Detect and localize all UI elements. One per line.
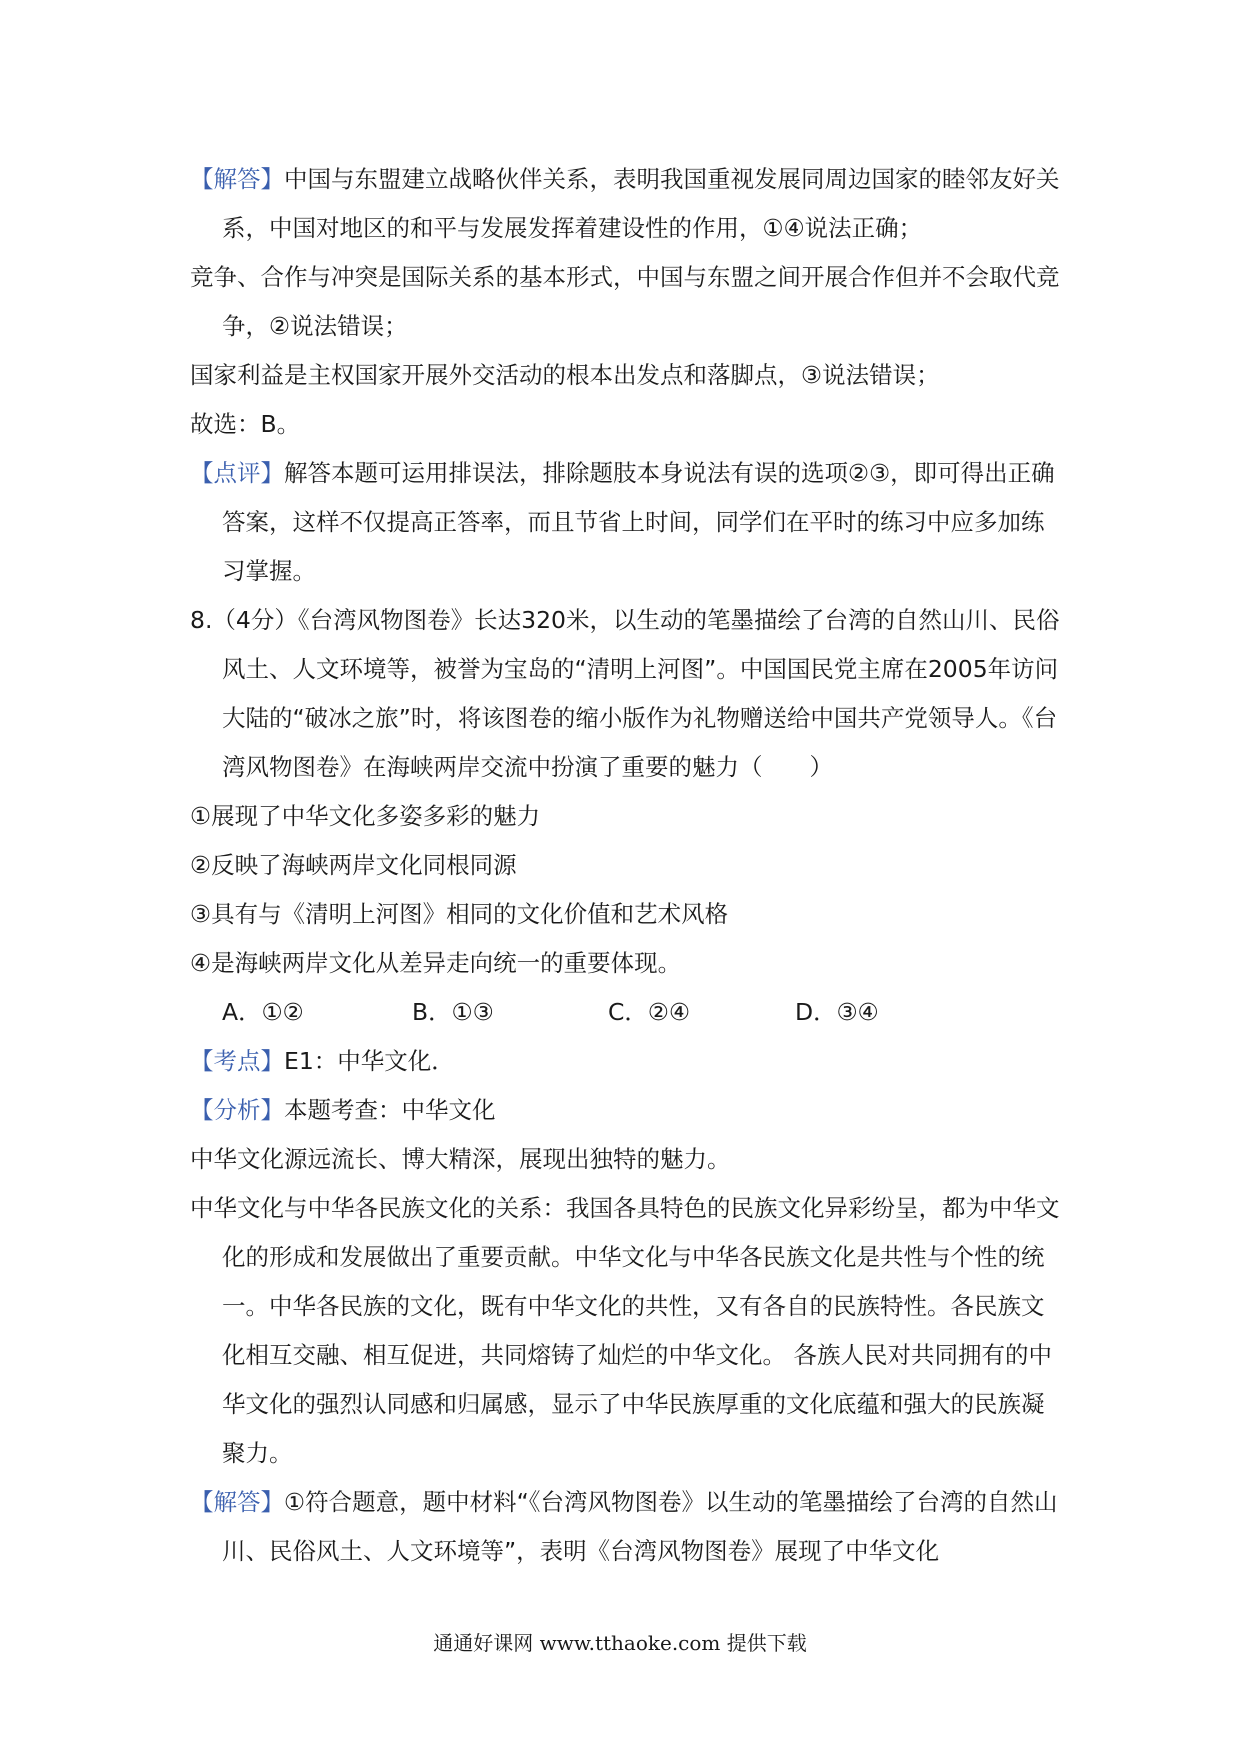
answer-conclusion (190, 400, 1065, 449)
answer-choices (190, 988, 1065, 1037)
conclusion-text: 故选：B。 (190, 410, 301, 438)
question-8-stem (190, 596, 1065, 792)
answer-paragraph-2 (190, 253, 1065, 351)
statement-2-text: ②反映了海峡两岸文化同根同源 (190, 851, 517, 879)
choice-c: C．②④ (608, 998, 691, 1026)
answer-text-2: 竞争、合作与冲突是国际关系的基本形式，中国与东盟之间开展合作但并不会取代竞争，②说法错误； (190, 263, 1060, 340)
kaodian-line (190, 1037, 1065, 1086)
answer-paragraph-3 (190, 351, 1065, 400)
answer-paragraph-q8 (190, 1478, 1065, 1576)
review-paragraph (190, 449, 1065, 596)
analysis-paragraph-2-text: 中华文化与中华各民族文化的关系：我国各具特色的民族文化异彩纷呈，都为中华文化的形成和发展做出了重要贡献。中华文化与中华各民族文化是共性与个性的统一。中华各民族的文化，既有中华文化的共性，又有各自的民族特性。各民族文化相互交融、相互促进，共同熔铸了灿烂的中华文化。 各族人民对共同拥有的中华文化的强烈认同感和归属感，显示了中华民族厚重的文化底蕴和强大的民族凝聚力。 (190, 1194, 1060, 1467)
answer-text-q8: ①符合题意，题中材料“《台湾风物图卷》以生动的笔墨描绘了台湾的自然山川、民俗风土、人文环境等”，表明《台湾风物图卷》展现了中华文化 (222, 1488, 1058, 1565)
analysis-line (190, 1086, 1065, 1135)
kaodian-tag: 【考点】 (190, 1047, 284, 1075)
analysis-paragraph-2 (190, 1184, 1065, 1478)
page-footer: 通通好课网 www.tthaoke.com 提供下载 (433, 1631, 807, 1655)
answer-paragraph-1 (190, 155, 1065, 253)
review-tag: 【点评】 (190, 459, 284, 487)
question-8-text: 8.（4分）《台湾风物图卷》长达320米，以生动的笔墨描绘了台湾的自然山川、民俗风土、人文环境等，被誉为宝岛的“清明上河图”。中国国民党主席在2005年访问大陆的“破冰之旅”时，将该图卷的缩小版作为礼物赠送给中国共产党领导人。《台湾风物图卷》在海峡两岸交流中扮演了重要的魅力（ ） (190, 606, 1060, 781)
analysis-paragraph-1 (190, 1135, 1065, 1184)
choice-d: D．③④ (795, 998, 879, 1026)
document-body (190, 155, 1065, 1576)
statement-1 (190, 792, 1065, 841)
analysis-paragraph-1-text: 中华文化源远流长、博大精深，展现出独特的魅力。 (190, 1145, 731, 1173)
review-text: 解答本题可运用排误法，排除题肢本身说法有误的选项②③，即可得出正确答案，这样不仅提高正答率，而且节省上时间，同学们在平时的练习中应多加练习掌握。 (222, 459, 1055, 585)
analysis-text: 本题考查：中华文化 (284, 1096, 496, 1124)
choice-a: A．①② (222, 998, 304, 1026)
answer-tag-q8: 【解答】 (190, 1488, 284, 1516)
kaodian-text: E1：中华文化． (284, 1047, 455, 1075)
answer-tag: 【解答】 (190, 165, 284, 193)
answer-text-3: 国家利益是主权国家开展外交活动的根本出发点和落脚点，③说法错误； (190, 361, 940, 389)
choice-b: B．①③ (412, 998, 494, 1026)
statement-2 (190, 841, 1065, 890)
statement-4-text: ④是海峡两岸文化从差异走向统一的重要体现。 (190, 949, 682, 977)
statement-3 (190, 890, 1065, 939)
statement-1-text: ①展现了中华文化多姿多彩的魅力 (190, 802, 541, 830)
statement-4 (190, 939, 1065, 988)
answer-text: 中国与东盟建立战略伙伴关系，表明我国重视发展同周边国家的睦邻友好关系，中国对地区的和平与发展发挥着建设性的作用，①④说法正确； (222, 165, 1060, 242)
analysis-tag: 【分析】 (190, 1096, 284, 1124)
statement-3-text: ③具有与《清明上河图》相同的文化价值和艺术风格 (190, 900, 729, 928)
